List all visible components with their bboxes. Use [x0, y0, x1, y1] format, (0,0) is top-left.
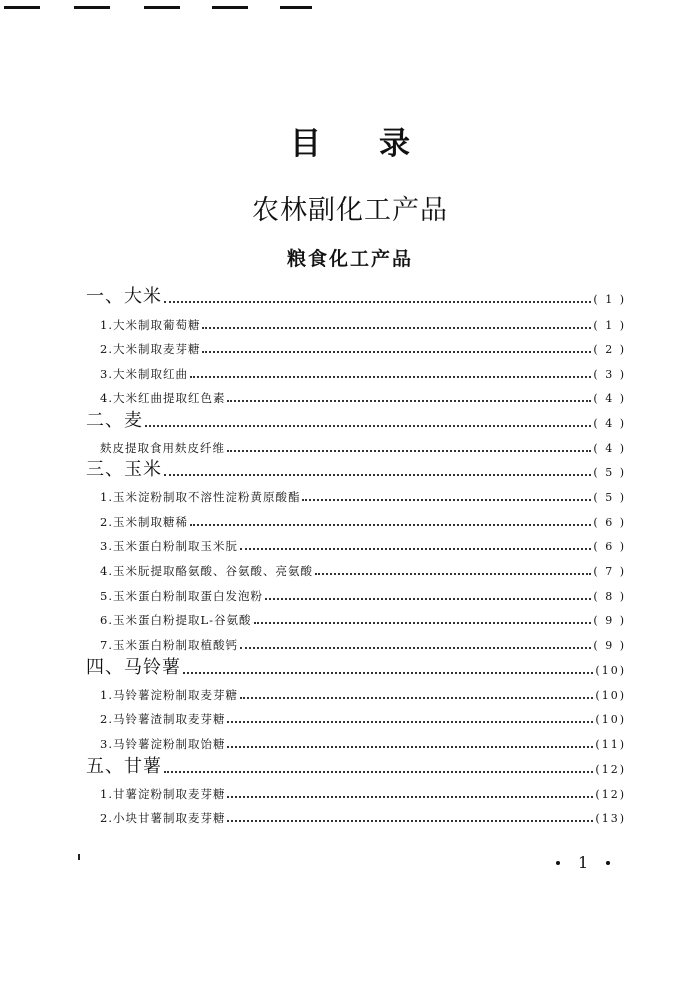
toc-entry-page: (12) — [595, 763, 626, 776]
dot-leader — [302, 499, 591, 501]
toc-item-entry — [100, 777, 626, 803]
toc-chapter-entry — [86, 455, 626, 481]
dot-leader — [190, 376, 591, 378]
subsection-title: 粮食化工产品 — [286, 248, 413, 270]
folio-dot-right — [606, 861, 610, 865]
toc-entry-page: ( 1 ) — [593, 293, 626, 306]
toc-entry-label: 四、马铃薯 — [86, 657, 181, 678]
dot-leader — [227, 820, 593, 822]
toc-item-entry — [100, 357, 626, 383]
toc-entry-label: 5.玉米蛋白粉制取蛋白发泡粉 — [100, 589, 263, 603]
dot-leader — [202, 327, 591, 329]
toc-entry-label: 1.大米制取葡萄糖 — [100, 318, 201, 332]
toc-entry-label: 三、玉米 — [86, 459, 162, 480]
dot-leader — [227, 400, 591, 402]
toc-item-entry — [100, 554, 626, 580]
dot-leader — [164, 474, 591, 476]
toc-entry-page: ( 1 ) — [593, 319, 626, 332]
toc-entry-page: ( 8 ) — [593, 590, 626, 603]
toc-entry-page: (11) — [595, 738, 626, 751]
dot-leader — [240, 548, 591, 550]
toc-chapter-entry — [86, 282, 626, 308]
dot-leader — [202, 351, 591, 353]
dot-leader — [254, 622, 592, 624]
toc-entry-label: 3.玉米蛋白粉制取玉米朊 — [100, 539, 238, 553]
toc-item-entry — [100, 529, 626, 555]
toc-entry-label: 一、大米 — [86, 286, 162, 307]
toc-entry-label: 6.玉米蛋白粉提取L-谷氨酸 — [100, 613, 252, 627]
toc-item-entry — [100, 628, 626, 654]
toc-entry-page: (13) — [595, 812, 626, 825]
dot-leader — [227, 746, 593, 748]
toc-item-entry — [100, 727, 626, 753]
toc-entry-label: 2.马铃薯渣制取麦芽糖 — [100, 712, 226, 726]
toc-entry-label: 3.大米制取红曲 — [100, 367, 188, 381]
toc-entry-label: 3.马铃薯淀粉制取饴糖 — [100, 737, 226, 751]
toc-entry-label: 二、麦 — [86, 410, 143, 431]
toc-entry-page: (10) — [595, 689, 626, 702]
dot-leader — [190, 524, 591, 526]
toc-entry-page: ( 6 ) — [593, 540, 626, 553]
toc-item-entry — [100, 431, 626, 457]
toc-item-entry — [100, 480, 626, 506]
toc-entry-page: (10) — [595, 664, 626, 677]
toc-entry-page: (10) — [595, 713, 626, 726]
toc-item-entry — [100, 603, 626, 629]
dot-leader — [240, 647, 591, 649]
toc-item-entry — [100, 505, 626, 531]
toc-entry-label: 1.玉米淀粉制取不溶性淀粉黄原酸酯 — [100, 490, 301, 504]
section-title: 农林副化工产品 — [252, 195, 448, 226]
toc-entry-label: 4.大米红曲提取红色素 — [100, 391, 226, 405]
toc-entry-label: 1.马铃薯淀粉制取麦芽糖 — [100, 688, 238, 702]
toc-item-entry — [100, 801, 626, 827]
toc-chapter-entry — [86, 406, 626, 432]
folio-dot-left — [556, 861, 560, 865]
toc-entry-page: ( 9 ) — [593, 639, 626, 652]
toc-entry-label: 4.玉米朊提取酪氨酸、谷氨酸、亮氨酸 — [100, 564, 313, 578]
toc-entry-label: 7.玉米蛋白粉制取植酸钙 — [100, 638, 238, 652]
dot-leader — [183, 672, 593, 674]
dot-leader — [227, 721, 593, 723]
dot-leader — [145, 425, 591, 427]
dot-leader — [315, 573, 591, 575]
toc-entry-label: 麸皮提取食用麸皮纤维 — [100, 441, 225, 455]
toc-entry-page: (12) — [595, 788, 626, 801]
toc-entry-label: 五、甘薯 — [86, 756, 162, 777]
toc-entry-page: ( 5 ) — [593, 491, 626, 504]
page-footer — [0, 853, 700, 873]
dot-leader — [227, 450, 591, 452]
toc-entry-page: ( 3 ) — [593, 368, 626, 381]
toc-entry-label: 1.甘薯淀粉制取麦芽糖 — [100, 787, 226, 801]
toc-entry-page: ( 4 ) — [593, 417, 626, 430]
page-number: 1 — [578, 853, 589, 872]
toc-entry-label: 2.玉米制取糖稀 — [100, 515, 188, 529]
dot-leader — [164, 771, 593, 773]
toc-item-entry — [100, 678, 626, 704]
page-title: 目录 — [290, 126, 468, 162]
toc-chapter-entry — [86, 752, 626, 778]
toc-item-entry — [100, 381, 626, 407]
toc-entry-label: 2.小块甘薯制取麦芽糖 — [100, 811, 226, 825]
dot-leader — [164, 301, 591, 303]
toc-entry-page: ( 6 ) — [593, 516, 626, 529]
toc-entry-page: ( 9 ) — [593, 614, 626, 627]
toc-item-entry — [100, 308, 626, 334]
toc-chapter-entry — [86, 653, 626, 679]
toc-item-entry — [100, 702, 626, 728]
toc-entry-page: ( 5 ) — [593, 466, 626, 479]
toc-item-entry — [100, 579, 626, 605]
toc-entry-page: ( 2 ) — [593, 343, 626, 356]
dot-leader — [265, 598, 591, 600]
dot-leader — [227, 796, 593, 798]
toc-entry-page: ( 7 ) — [593, 565, 626, 578]
toc-entry-page: ( 4 ) — [593, 442, 626, 455]
toc-entry-label: 2.大米制取麦芽糖 — [100, 342, 201, 356]
dot-leader — [240, 697, 593, 699]
top-edge-marks — [0, 0, 700, 12]
toc-item-entry — [100, 332, 626, 358]
toc-entry-page: ( 4 ) — [593, 392, 626, 405]
